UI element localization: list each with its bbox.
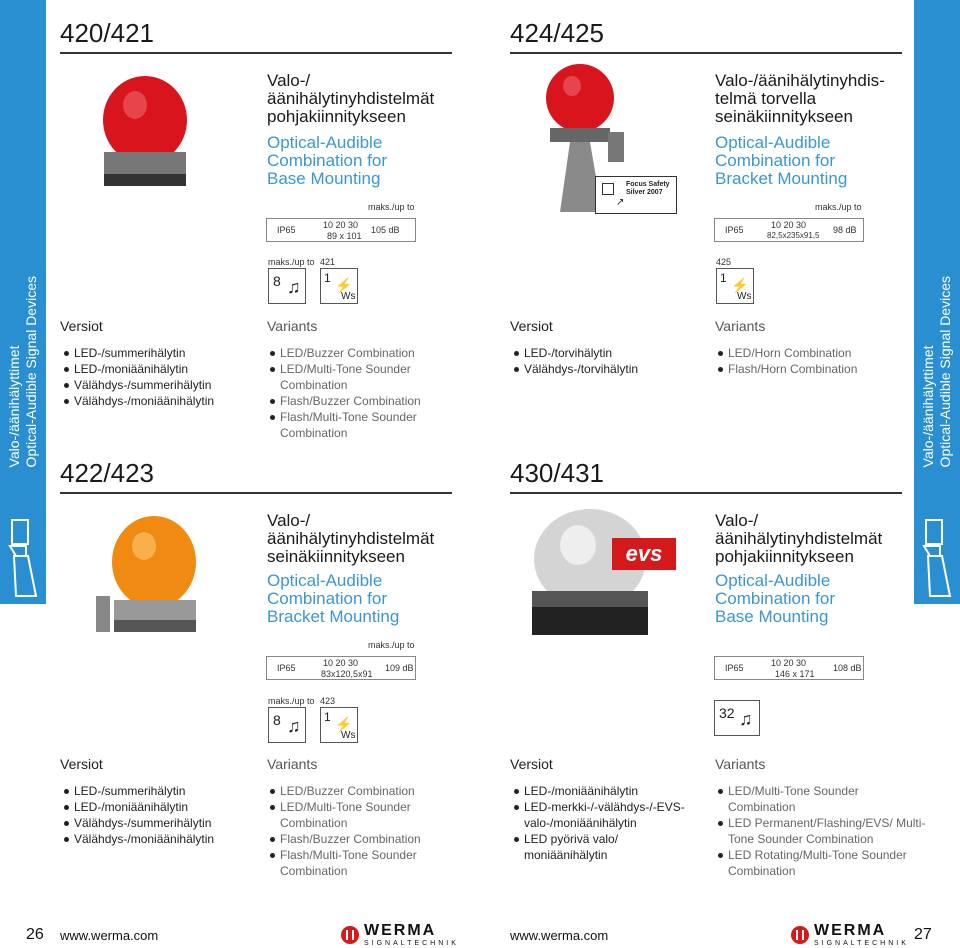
list-item: Välähdys-/summerihälytin [74,815,264,831]
maks-label: maks./up to [268,696,315,706]
brand-sub: SIGNALTECHNIK [814,940,909,947]
maks-label: maks./up to [368,202,415,212]
variants-heading: Variants [267,318,318,334]
variants-list [714,783,928,879]
title-fi: Valo-/ äänihälytinyhdistelmät seinäkiinnitykseen [267,511,435,566]
title-fi: Valo-/ äänihälytinyhdistelmät pohjakiinnitykseen [715,511,883,566]
list-item: LED Rotating/Multi-Tone Sounder Combination [728,847,928,879]
tones-count: 32 [719,705,735,721]
orange-beacon-image [92,508,212,638]
flash-value: 1 [324,271,331,285]
ticks: 10 20 30 [323,220,359,230]
variants-list [266,783,440,879]
list-item: Flash/Buzzer Combination [280,393,440,409]
tones-icon [268,707,306,743]
product-title-430: 430/431 [510,458,604,488]
sidebar-line1: Valo-/äänihälyttimet [920,345,936,468]
badge-text: Focus Safety Silver 2007 [626,181,670,196]
list-item: Flash/Multi-Tone Sounder Combination [280,409,440,441]
decibel: 105 dB [371,225,400,235]
spec-strip [714,656,864,680]
tones-icon [268,268,306,304]
dimensions: 82,5x235x91,5 [767,231,820,240]
page-number-right: 27 [914,926,932,943]
website-link-right[interactable]: www.werma.com [510,928,609,943]
ip-rating: IP65 [277,225,296,235]
ticks: 10 20 30 [771,658,807,668]
spec-strip [266,656,416,680]
product-title-420: 420/421 [60,18,154,48]
ip-rating: IP65 [725,663,744,673]
werma-logo-right [790,922,909,947]
werma-mark-icon [790,925,810,945]
sidebar-line1: Valo-/äänihälyttimet [6,345,22,468]
spec-strip [714,218,864,242]
list-item: Välähdys-/summerihälytin [74,377,264,393]
red-beacon-image [90,70,200,190]
list-item: LED-/moniäänihälytin [524,783,700,799]
variants-heading: Variants [267,756,318,772]
werma-mark-icon [340,925,360,945]
list-item: Välähdys-/moniäänihälytin [74,393,264,409]
product-title-424: 424/425 [510,18,604,48]
title-en: Optical-Audible Combination for Bracket Mounting [267,571,400,626]
variants-list [714,345,908,377]
sidebar-left [0,0,46,604]
page-number-left: 26 [26,926,44,943]
model-number: 425 [716,257,732,267]
divider [60,52,452,54]
divider [60,492,452,494]
checkbox-icon [602,183,614,195]
ticks: 10 20 30 [771,220,807,230]
flash-icon [320,707,358,743]
list-item: LED/Multi-Tone Sounder Combination [728,783,928,815]
list-item: LED/Multi-Tone Sounder Combination [280,799,440,831]
title-en: Optical-Audible Combination for Base Mounting [267,133,388,188]
title-en: Optical-Audible Combination for Bracket Mounting [715,133,848,188]
flash-value: 1 [324,710,331,724]
ip-rating: IP65 [277,663,296,673]
list-item: LED/Horn Combination [728,345,908,361]
tones-count: 8 [273,712,281,728]
horn-device-icon [6,516,40,600]
list-item: Välähdys-/torvihälytin [524,361,704,377]
versiot-list [510,783,700,863]
list-item: LED-/moniäänihälytin [74,361,264,377]
ticks: 10 20 30 [323,658,359,668]
versiot-heading: Versiot [60,756,103,772]
flash-icon [320,268,358,304]
lightning-icon: ⚡ [731,277,749,293]
music-note-icon: ♫ [287,716,301,736]
clear-beacon-image [520,505,690,640]
list-item: LED-/moniäänihälytin [74,799,264,815]
sidebar-line2: Optical-Audible Signal Devices [23,276,39,468]
versiot-heading: Versiot [510,756,553,772]
brand-sub: SIGNALTECHNIK [364,940,459,947]
ip-rating: IP65 [725,225,744,235]
lightning-icon: ⚡ [335,716,353,732]
list-item: LED-/torvihälytin [524,345,704,361]
versiot-heading: Versiot [510,318,553,334]
tones-count: 8 [273,273,281,289]
versiot-heading: Versiot [60,318,103,334]
list-item: Flash/Buzzer Combination [280,831,440,847]
versiot-list [60,345,264,409]
title-en: Optical-Audible Combination for Base Mounting [715,571,836,626]
website-link-left[interactable]: www.werma.com [60,928,159,943]
decibel: 108 dB [833,663,862,673]
list-item: LED/Multi-Tone Sounder Combination [280,361,440,393]
flash-value: 1 [720,271,727,285]
list-item: Välähdys-/moniäänihälytin [74,831,264,847]
lightning-icon: ⚡ [335,277,353,293]
list-item: LED-/summerihälytin [74,345,264,361]
focus-safety-badge [595,176,677,214]
list-item: LED/Buzzer Combination [280,345,440,361]
list-item: LED Permanent/Flashing/EVS/ Multi-Tone Sounder Combination [728,815,928,847]
horn-device-icon [920,516,954,600]
versiot-list [510,345,704,377]
sidebar-right [914,0,960,604]
brand-name: WERMA [364,922,437,939]
werma-logo-left [340,922,459,947]
variants-list [266,345,440,441]
sidebar-right-text [920,276,954,467]
tones-icon [714,700,760,736]
ws-unit: Ws [341,291,356,302]
variants-heading: Variants [715,756,766,772]
variants-heading: Variants [715,318,766,334]
music-note-icon: ♫ [739,709,753,729]
spec-strip [266,218,416,242]
maks-label: maks./up to [368,640,415,650]
model-number: 423 [320,696,336,706]
divider [510,492,902,494]
ws-unit: Ws [341,730,356,741]
model-number: 421 [320,257,336,267]
divider [510,52,902,54]
dimensions: 83x120,5x91 [321,669,373,679]
flash-icon [716,268,754,304]
brand-name: WERMA [814,922,887,939]
versiot-list [60,783,264,847]
ws-unit: Ws [737,291,752,302]
list-item: Flash/Multi-Tone Sounder Combination [280,847,440,879]
product-title-422: 422/423 [60,458,154,488]
music-note-icon: ♫ [287,277,301,297]
title-fi: Valo-/äänihälytinyhdis- telmä torvella seinäkiinnitykseen [715,71,885,126]
decibel: 98 dB [833,225,857,235]
maks-label: maks./up to [815,202,862,212]
decibel: 109 dB [385,663,414,673]
list-item: LED-merkki-/-välähdys-/-EVS-valo-/moniäänihälytin [524,799,700,831]
dimensions: 89 x 101 [327,231,362,241]
sidebar-left-text [6,276,40,467]
sidebar-line2: Optical-Audible Signal Devices [937,276,953,468]
arrow-icon: ↗ [616,197,625,208]
list-item: LED/Buzzer Combination [280,783,440,799]
maks-label: maks./up to [268,257,315,267]
list-item: LED-/summerihälytin [74,783,264,799]
list-item: Flash/Horn Combination [728,361,908,377]
title-fi: Valo-/ äänihälytinyhdistelmät pohjakiinnitykseen [267,71,435,126]
list-item: LED pyörivä valo/ moniäänihälytin [524,831,700,863]
dimensions: 146 x 171 [775,669,815,679]
evs-logo: evs [612,538,676,570]
